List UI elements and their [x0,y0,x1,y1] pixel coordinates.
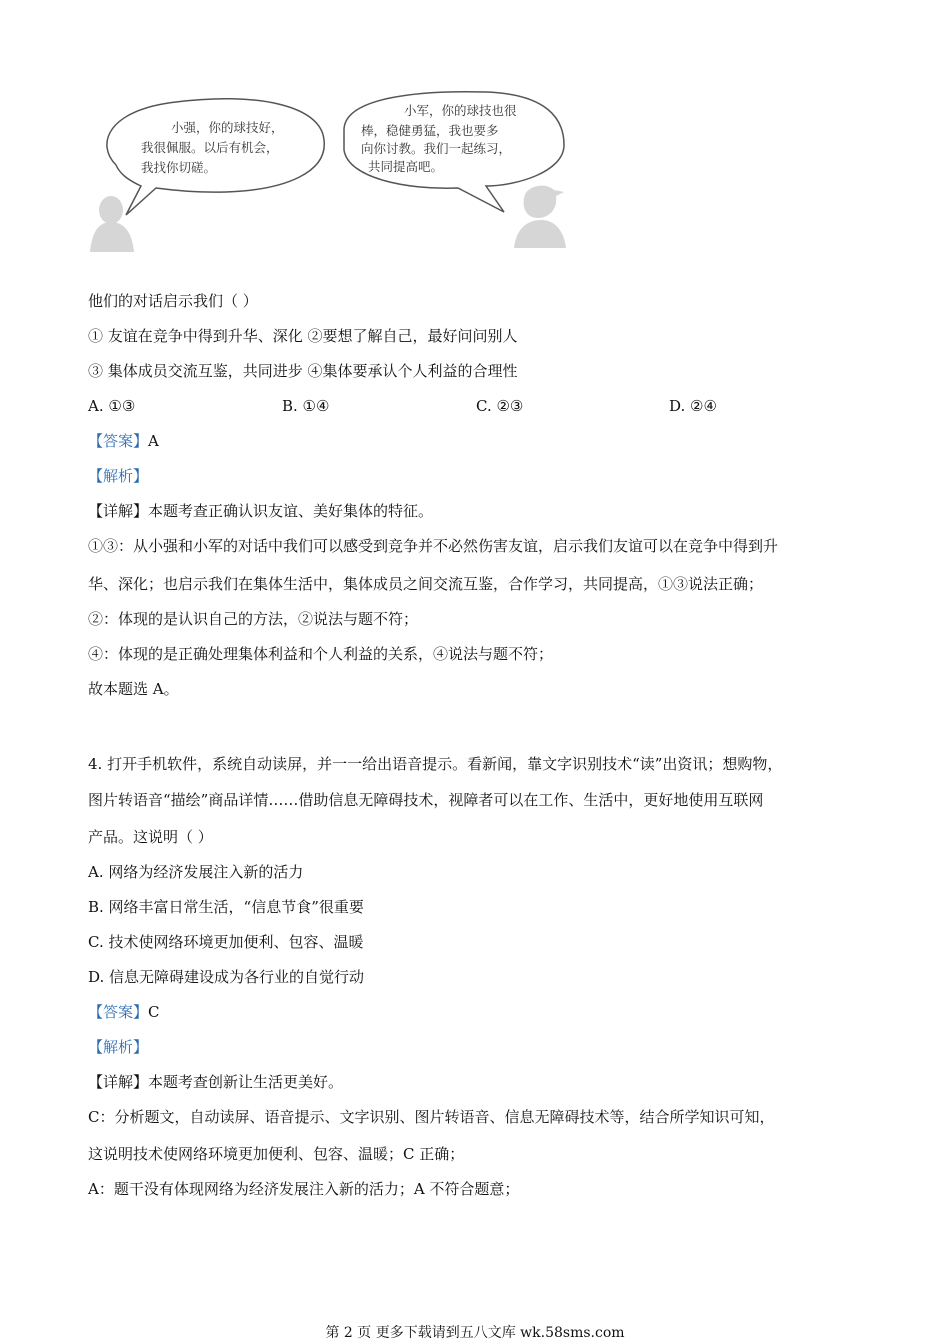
detail-tag: 【详解】 [88,502,149,520]
answer-tag: 【答案】 [88,1003,149,1021]
q4-option-c: C. 技术使网络环境更加便利、包容、温暖 [88,933,364,951]
q3-option-a: A. ①③ [88,397,136,415]
q3-explanation-line-4: ④：体现的是正确处理集体利益和个人利益的关系，④说法与题不符； [88,645,554,663]
q4-explanation-line-3: A：题干没有体现网络为经济发展注入新的活力；A 不符合题意； [88,1180,520,1198]
analysis-tag: 【解析】 [88,467,149,485]
right-bubble-line-1: 小军，你的球技也很 [404,103,517,118]
q3-explanation-line-5: 故本题选 A。 [88,680,179,698]
right-bubble-line-4: 共同提高吧。 [368,159,444,174]
answer-tag: 【答案】 [88,432,149,450]
detail-tag: 【详解】 [88,1073,149,1091]
left-bubble-line-3: 我找你切磋。 [141,160,217,175]
q3-answer [88,431,159,451]
q4-explanation-line-2: 这说明技术使网络环境更加便利、包容、温暖；C 正确； [88,1145,465,1163]
q3-statement-line-2: ③ 集体成员交流互鉴，共同进步 ④集体要承认个人利益的合理性 [88,362,518,380]
q4-option-a: A. 网络为经济发展注入新的活力 [88,863,304,881]
q4-answer [88,1002,160,1022]
q3-detail [88,501,433,521]
q4-analysis-tag [88,1037,148,1057]
answer-value: A [148,432,159,450]
left-speech-bubble [107,99,324,215]
q3-explanation-line-3: ②：体现的是认识自己的方法，②说法与题不符； [88,610,419,628]
detail-text: 本题考查正确认识友谊、美好集体的特征。 [148,502,434,520]
page-footer: 第 2 页 更多下载请到五八文库 wk.58sms.com [325,1325,625,1341]
dialogue-illustration [86,90,676,255]
left-bubble-line-2: 我很佩服。以后有机会， [141,140,279,155]
q3-option-d: D. ②④ [669,397,717,415]
q4-option-b: B. 网络丰富日常生活，“信息节食”很重要 [88,898,364,916]
q4-explanation-line-1: C：分析题文，自动读屏、语音提示、文字识别、图片转语音、信息无障碍技术等，结合所学知识可知， [88,1108,775,1126]
right-bubble-line-3: 向你讨教。我们一起练习， [361,141,512,156]
analysis-tag: 【解析】 [88,1038,149,1056]
q4-option-d: D. 信息无障碍建设成为各行业的自觉行动 [88,968,365,986]
q3-analysis-tag [88,466,148,486]
left-bubble-line-1: 小强，你的球技好， [171,120,284,135]
q4-detail [88,1072,343,1092]
q3-statement-line-1: ① 友谊在竞争中得到升华、深化 ②要想了解自己，最好问问别人 [88,327,518,345]
q3-option-c: C. ②③ [476,397,524,415]
right-boy-figure [514,186,566,248]
right-bubble-line-2: 棒，稳健勇猛，我也要多 [361,123,499,138]
q3-stem: 他们的对话启示我们（ ） [88,292,258,310]
q4-stem-line-2: 图片转语音“描绘”商品详情……借助信息无障碍技术，视障者可以在工作、生活中，更好地使用互联网 [88,791,764,809]
q3-explanation-line-1: ①③：从小强和小军的对话中我们可以感受到竞争并不必然伤害友谊，启示我们友谊可以在竞争中得到升 [88,537,779,555]
q3-explanation-line-2: 华、深化；也启示我们在集体生活中，集体成员之间交流互鉴，合作学习，共同提高，①③说法正确； [88,575,764,593]
q4-stem-line-3: 产品。这说明（ ） [88,828,213,846]
q3-option-b: B. ①④ [282,397,330,415]
left-boy-figure [90,196,134,252]
detail-text: 本题考查创新让生活更美好。 [148,1073,344,1091]
answer-value: C [148,1003,160,1021]
q4-stem-line-1: 4. 打开手机软件，系统自动读屏，并一一给出语音提示。看新闻，靠文字识别技术“读”出资讯；想购物， [88,755,783,773]
